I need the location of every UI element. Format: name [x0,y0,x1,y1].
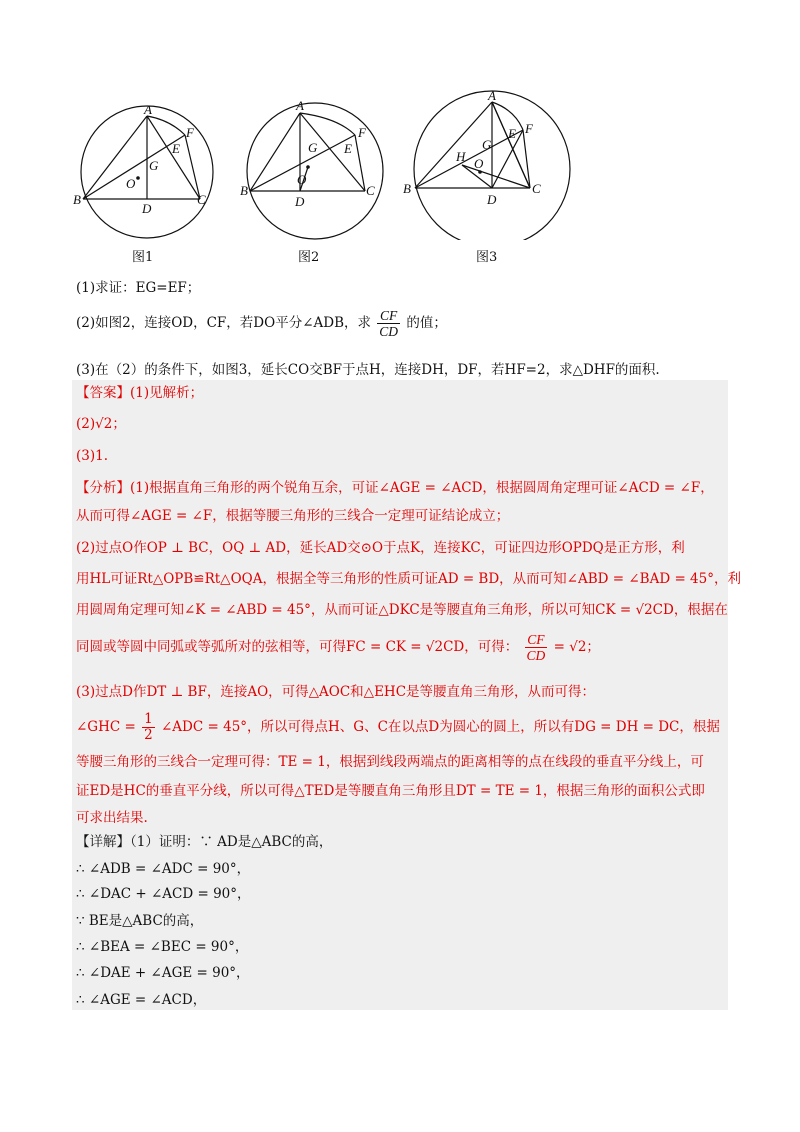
analysis-line-9: 等腰三角形的三线合一定理可得：TE = 1，根据到线段两端点的距离相等的点在线段的垂直平分线上，可 [76,754,704,770]
detail-line-2: ∴ ∠ADB = ∠ADC = 90°， [76,861,251,877]
fig3-label-D: D [487,192,497,207]
fig3-label-E: E [508,126,516,141]
analysis-line-6-text: 同圆或等圆中同弧或等弧所对的弦相等，可得FC = CK = √2CD，可得： [76,639,519,655]
fig1-label-B: B [73,192,81,207]
geometry-figures [60,90,580,240]
analysis-line-6 [76,632,600,663]
detail-line-1: 【详解】（1）证明：∵ AD是△ABC的高， [76,834,333,850]
fig2-label-C: C [366,183,375,198]
fig2-label-F: F [358,125,366,140]
question-2-tail: 的值； [406,315,447,331]
figure-2-caption: 图2 [298,250,320,265]
figure-2 [247,103,383,239]
analysis-line-1: 【分析】(1)根据直角三角形的两个锐角互余，可证∠AGE = ∠ACD，根据圆周角定理可证∠ACD = ∠F， [76,480,714,496]
fig2-label-A: A [296,98,304,113]
fig1-label-E: E [172,141,180,156]
question-3: (3)在（2）的条件下，如图3，延长CO交BF于点H，连接DH，DF，若HF=2，求△DHF的面积. [76,362,660,378]
question-1: (1)求证：EG=EF； [76,280,201,296]
figure-1-caption: 图1 [132,250,154,265]
figure-3-caption: 图3 [476,250,498,265]
analysis-line-8-den: 2 [144,727,153,743]
analysis-line-7: (3)过点D作DT ⊥ BF，连接AO，可得△AOC和△EHC是等腰直角三角形，从而可得： [76,684,596,700]
question-2 [76,308,447,339]
fig3-label-B: B [403,181,411,196]
question-2-fraction-den: CD [379,324,399,339]
fig3-label-G: G [482,137,492,152]
analysis-line-8-tail: ∠ADC = 45°，所以可得点H、G、C在以点D为圆心的圆上，所以有DG = DH = DC，根据 [161,719,720,735]
question-2-fraction [377,308,400,339]
fig2-label-G: G [308,140,318,155]
detail-line-4: ∵ BE是△ABC的高， [76,913,204,929]
fig1-label-G: G [149,158,159,173]
question-2-fraction-num: CF [377,308,400,324]
detail-line-6: ∴ ∠DAE + ∠AGE = 90°， [76,965,250,981]
detail-line-3: ∴ ∠DAC + ∠ACD = 90°， [76,886,251,902]
analysis-line-10: 证ED是HC的垂直平分线，所以可得△TED是等腰直角三角形且DT = TE = 1，根据三角形的面积公式即 [76,783,705,799]
analysis-line-8-fraction [142,712,155,743]
fig3-label-C: C [532,181,541,196]
fig1-label-A: A [144,102,152,117]
analysis-line-6-tail: = √2； [553,639,600,655]
analysis-line-2: 从而可得∠AGE = ∠F，根据等腰三角形的三线合一定理可证结论成立； [76,508,510,524]
analysis-line-6-den: CD [526,648,546,663]
detail-line-5: ∴ ∠BEA = ∠BEC = 90°， [76,939,249,955]
fig1-label-O: O [126,176,136,191]
answer-2: (2)√2； [76,416,126,432]
detail-line-7: ∴ ∠AGE = ∠ACD， [76,992,207,1008]
fig2-label-O: O [297,172,307,187]
question-2-text: (2)如图2，连接OD，CF，若DO平分∠ADB，求 [76,315,371,331]
fig3-label-H: H [456,149,466,164]
fig3-label-F: F [525,121,533,136]
fig1-label-C: C [197,192,206,207]
fig2-label-E: E [344,141,352,156]
fig2-label-D: D [295,194,305,209]
analysis-line-11: 可求出结果. [76,810,148,826]
fig3-label-A: A [488,90,496,103]
answer-3: (3)1. [76,448,109,464]
analysis-line-8-text: ∠GHC = [76,719,136,735]
analysis-line-6-num: CF [525,632,548,648]
analysis-line-6-fraction [525,632,548,663]
analysis-line-5: 用圆周角定理可知∠K = ∠ABD = 45°，从而可证△DKC是等腰直角三角形，所以可知CK = √2CD，根据在 [76,602,728,618]
analysis-line-8-num: 1 [144,711,153,727]
analysis-line-3: (2)过点O作OP ⊥ BC，OQ ⊥ AD，延长AD交⊙O于点K，连接KC，可证四边形OPDQ是正方形，利 [76,540,685,556]
analysis-line-4: 用HL可证Rt△OPB≌Rt△OQA，根据全等三角形的性质可证AD = BD，从而可知∠ABD = ∠BAD = 45°，利 [76,571,741,587]
figure-3 [414,91,570,240]
analysis-line-8 [76,712,720,743]
fig1-label-D: D [142,201,152,216]
answer-header: 【答案】(1)见解析； [76,385,204,401]
fig2-label-B: B [240,183,248,198]
fig3-label-O: O [474,156,484,171]
fig1-label-F: F [186,125,194,140]
